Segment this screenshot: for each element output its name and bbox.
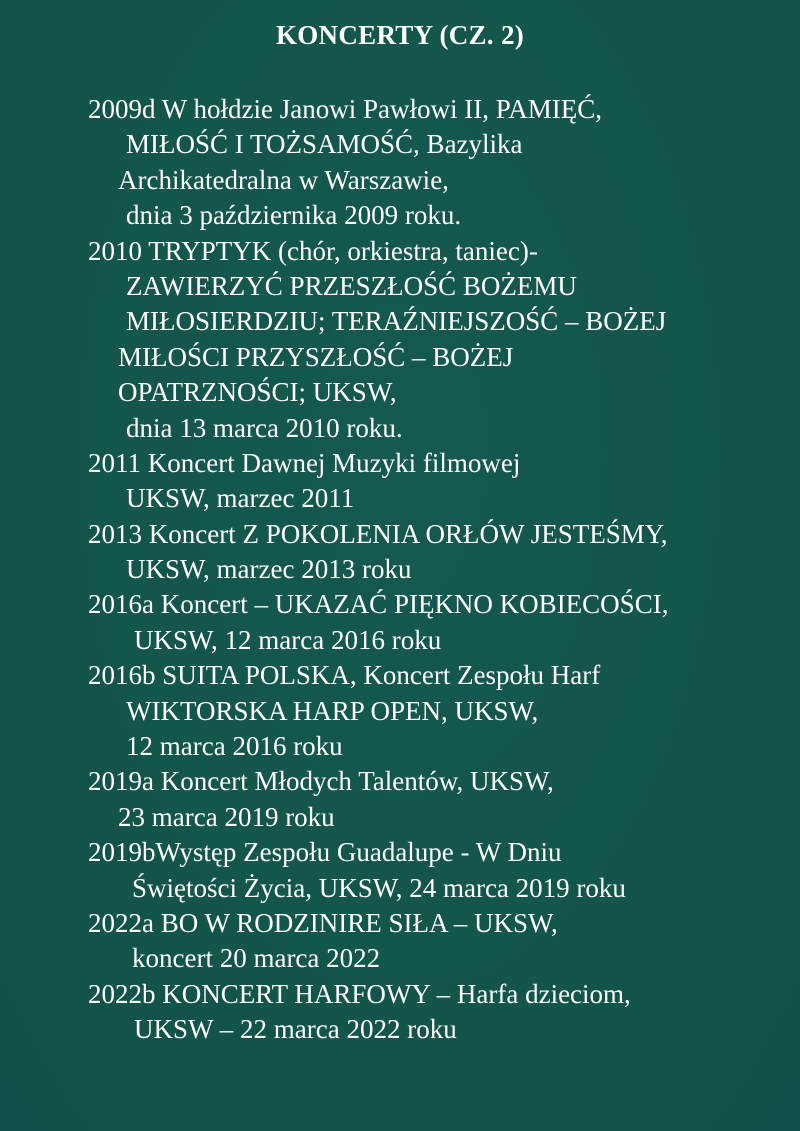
entry-line: 2016b SUITA POLSKA, Koncert Zespołu Harf [88,660,601,691]
concert-entry [88,764,788,835]
entry-line: 2009d W hołdzie Janowi Pawłowi II, PAMIĘĆ, [88,94,602,124]
concert-entry [88,234,788,446]
concert-entry [88,587,788,658]
entry-line: 2013 Koncert Z POKOLENIA ORŁÓW JESTEŚMY, [88,518,668,549]
entry-line: 2016a Koncert – UKAZAĆ PIĘKNO KOBIECOŚCI, [88,589,669,620]
entry-line: Archikatedralna w Warszawie, [118,164,449,195]
concert-entry [88,658,788,764]
entry-line: 2019bWystęp Zespołu Guadalupe - W Dniu [88,837,562,868]
entry-line: WIKTORSKA HARP OPEN, UKSW, [126,695,539,726]
concert-entry [88,517,788,588]
entry-line: MIŁOŚCI PRZYSZŁOŚĆ – BOŻEJ [118,341,514,372]
entry-line: OPATRZNOŚCI; UKSW, [118,377,397,408]
concert-entry [88,446,788,517]
entry-line: UKSW, marzec 2011 [126,483,355,514]
entry-line: UKSW, marzec 2013 roku [126,554,412,585]
entry-line: dnia 3 października 2009 roku. [126,200,462,231]
entry-line: 2011 Koncert Dawnej Muzyki filmowej [88,447,521,478]
entry-line: ZAWIERZYĆ PRZESZŁOŚĆ BOŻEMU [126,270,577,301]
entry-line: UKSW, 12 marca 2016 roku [134,624,442,655]
concert-entry [88,906,788,977]
entry-line: 2010 TRYPTYK (chór, orkiestra, taniec)- [88,235,538,266]
page-title: KONCERTY (CZ. 2) [275,20,525,50]
entry-line: koncert 20 marca 2022 [132,943,381,974]
entry-line: UKSW – 22 marca 2022 roku [134,1014,457,1045]
entry-line: 2022b KONCERT HARFOWY – Harfa dzieciom, [88,978,631,1009]
entry-line: 12 marca 2016 roku [126,731,343,762]
entry-line: MIŁOSIERDZIU; TERAŹNIEJSZOŚĆ – BOŻEJ [126,306,667,337]
entry-line: 2019a Koncert Młodych Talentów, UKSW, [88,766,554,797]
concert-entry [88,92,788,234]
entry-line: 23 marca 2019 roku [118,801,335,832]
entry-line: Świętości Życia, UKSW, 24 marca 2019 roku [132,872,626,903]
concert-list [88,92,788,1048]
entry-line: 2022a BO W RODZINIRE SIŁA – UKSW, [88,907,558,938]
entry-line: MIŁOŚĆ I TOŻSAMOŚĆ, Bazylika [126,129,523,160]
entry-line: dnia 13 marca 2010 roku. [126,412,403,443]
concert-entry [88,977,788,1048]
concert-entry [88,835,788,906]
